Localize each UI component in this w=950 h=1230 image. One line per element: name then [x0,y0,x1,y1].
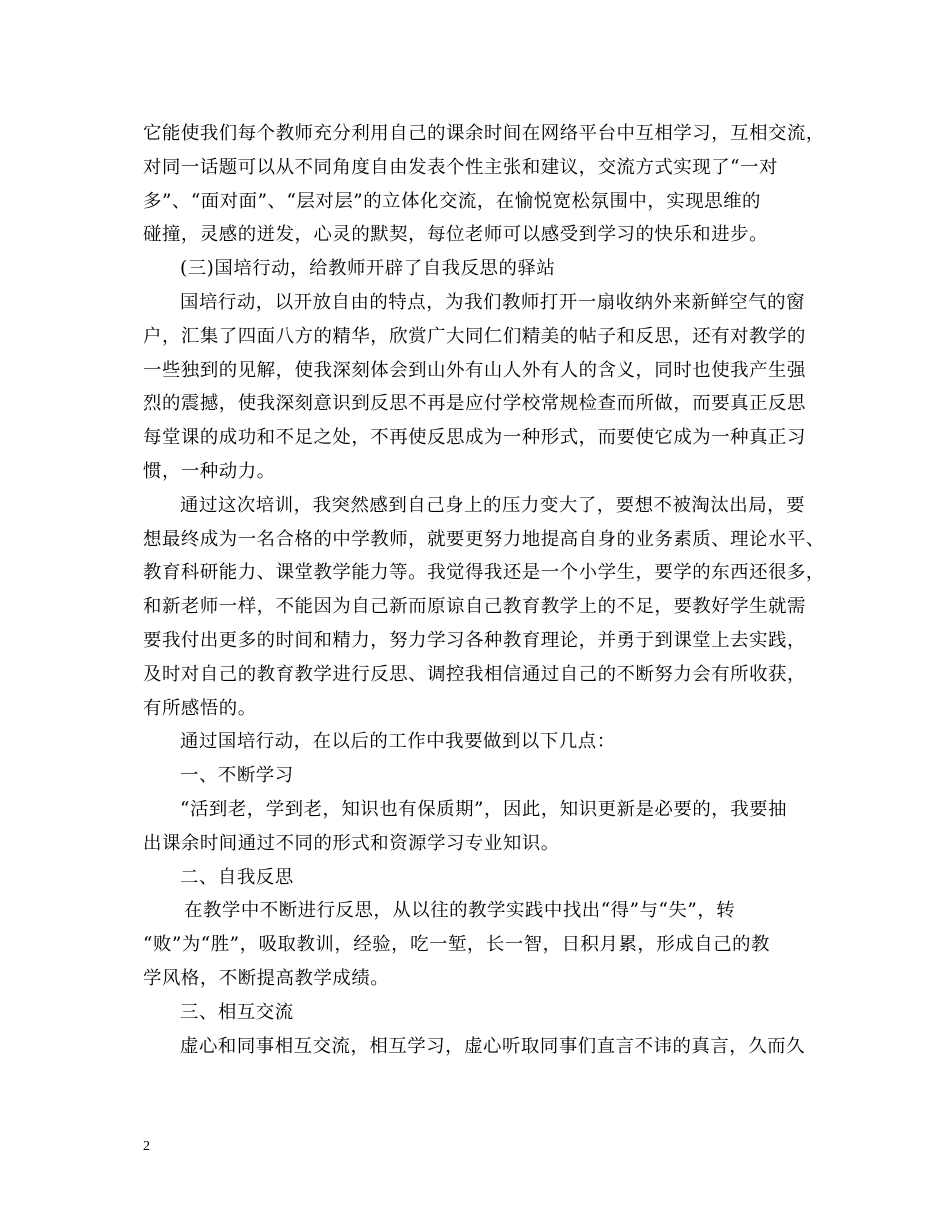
text-line: 通过这次培训，我突然感到自己身上的压力变大了，要想不被淘汰出局，要 [180,494,806,516]
text-line: 户，汇集了四面八方的精华，欣赏广大同仁们精美的帖子和反思，还有对教学的 [143,325,806,347]
body-text [143,117,823,1063]
text-line: 及时对自己的教育教学进行反思、调控我相信通过自己的不断努力会有所收获， [143,663,806,685]
text-line: 和新老师一样，不能因为自己新而原谅自己教育教学上的不足，要教好学生就需 [143,596,806,618]
text-line: 惯，一种动力。 [143,460,276,482]
section-heading: (三)国培行动，给教师开辟了自我反思的驿站 [180,258,556,280]
text-line: “活到老，学到老，知识也有保质期”，因此，知识更新是必要的，我要抽 [180,798,788,820]
section-heading: 三、相互交流 [180,1001,294,1023]
document-body [143,117,823,1063]
text-line: 虚心和同事相互交流，相互学习，虚心听取同事们直言不讳的真言，久而久 [180,1035,806,1057]
text-line: 对同一话题可以从不同角度自由发表个性主张和建议，交流方式实现了“一对 [143,156,778,178]
text-line: 烈的震撼，使我深刻意识到反思不再是应付学校常规检查而所做，而要真正反思 [143,393,806,415]
text-line: 一些独到的见解，使我深刻体会到山外有山人外有人的含义，同时也使我产生强 [143,359,806,381]
text-line: 有所感悟的。 [143,697,257,719]
text-line: 要我付出更多的时间和精力，努力学习各种教育理论，并勇于到课堂上去实践， [143,629,806,651]
text-line: 出课余时间通过不同的形式和资源学习专业知识。 [143,832,560,854]
text-line: 学风格，不断提高教学成绩。 [143,967,390,989]
text-line: 教育科研能力、课堂教学能力等。我觉得我还是一个小学生，要学的东西还很多， [143,562,825,584]
section-heading: 一、不断学习 [180,765,294,787]
section-heading: 二、自我反思 [180,866,294,888]
text-line: 多”、“面对面”、“层对层”的立体化交流，在愉悦宽松氛围中，实现思维的 [143,190,761,212]
text-line: 在教学中不断进行反思，从以往的教学实践中找出“得”与“失”，转 [184,900,736,922]
text-line: 通过国培行动，在以后的工作中我要做到以下几点： [180,731,616,753]
text-line: 每堂课的成功和不足之处，不再使反思成为一种形式，而要使它成为一种真正习 [143,427,806,449]
text-line: 它能使我们每个教师充分利用自己的课余时间在网络平台中互相学习，互相交流， [143,123,825,144]
text-line: 国培行动，以开放自由的特点，为我们教师打开一扇收纳外来新鲜空气的窗 [180,291,806,313]
text-line: “败”为“胜”，吸取教训，经验，吃一堑，长一智，日积月累，形成自己的教 [143,934,770,956]
text-line: 碰撞，灵感的迸发，心灵的默契，每位老师可以感受到学习的快乐和进步。 [143,224,769,246]
page-number: 2 [143,1139,150,1154]
text-line: 想最终成为一名合格的中学教师，就要更努力地提高自身的业务素质、理论水平、 [143,528,825,550]
